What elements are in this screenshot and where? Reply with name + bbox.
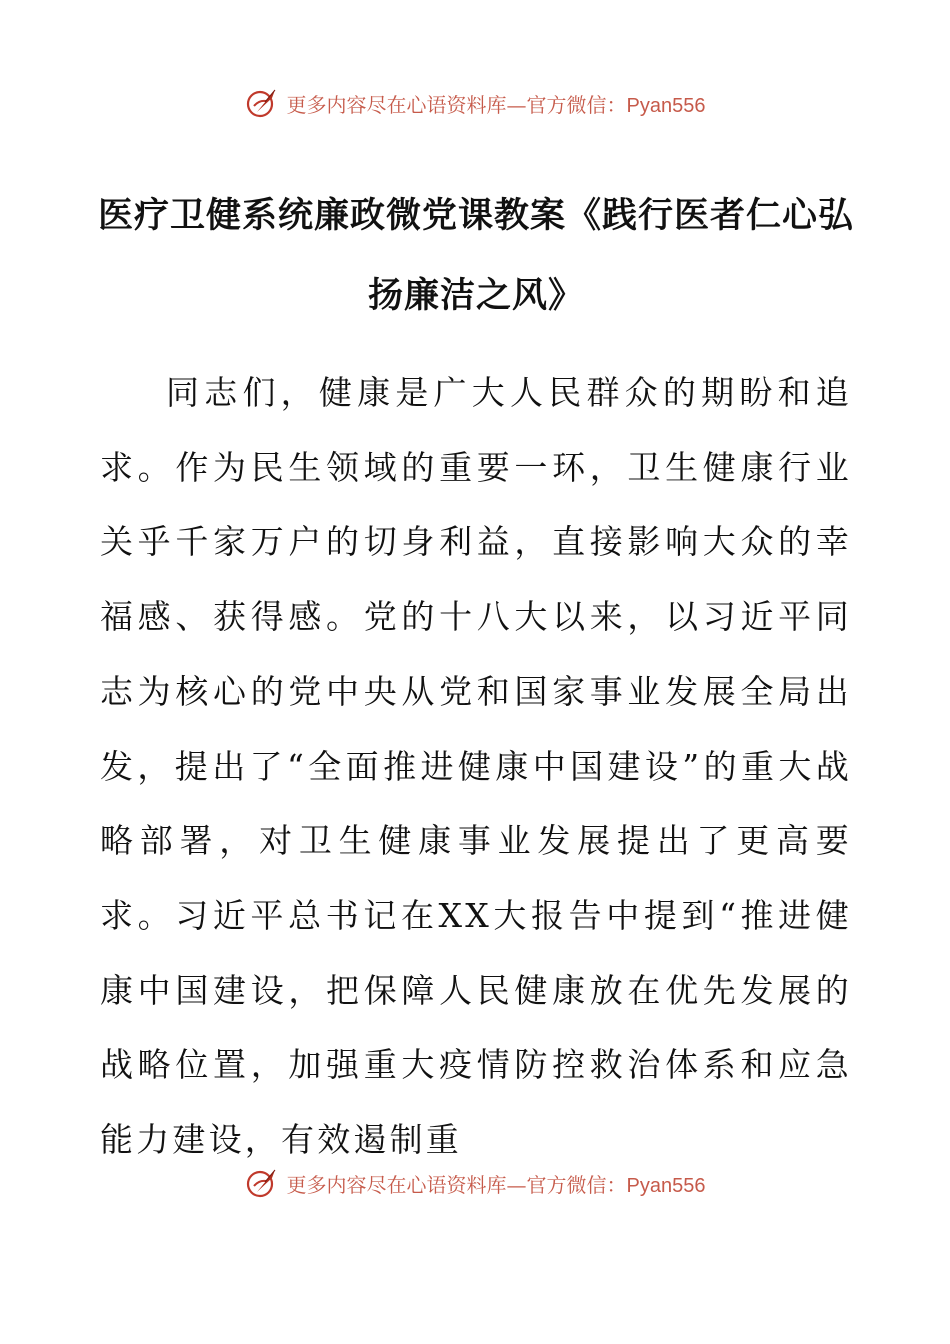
footer-banner bbox=[0, 1163, 950, 1203]
wechat-id: Pyan556 bbox=[626, 1174, 706, 1197]
banner-text: 更多内容尽在心语资料库—官方微信：Pyan556 bbox=[286, 92, 706, 117]
banner-text: 更多内容尽在心语资料库—官方微信：Pyan556 bbox=[286, 1172, 706, 1197]
wechat-id: Pyan556 bbox=[626, 94, 706, 117]
header-banner bbox=[0, 83, 950, 123]
quill-pen-logo-icon bbox=[245, 86, 279, 120]
document-title: 医疗卫健系统廉政微党课教案《践行医者仁心弘扬廉洁之风》 bbox=[97, 195, 854, 316]
body-paragraph: 同志们，健康是广大人民群众的期盼和追求。作为民生领域的重要一环，卫生健康行业关乎千家万户的切身利益，直接影响大众的幸福感、获得感。党的十八大以来，以习近平同志为核心的党中央从党和国家事业发展全局出发，提出了“全面推进健康中国建设”的重大战略部署，对卫生健康事业发展提出了更高要求。习近平总书记在XX大报告中提到“推进健康中国建设，把保障人民健康放在优先发展的战略位置，加强重大疫情防控救治体系和应急能力建设，有效遏制重 bbox=[100, 373, 852, 1160]
quill-pen-logo-icon bbox=[245, 1166, 279, 1200]
